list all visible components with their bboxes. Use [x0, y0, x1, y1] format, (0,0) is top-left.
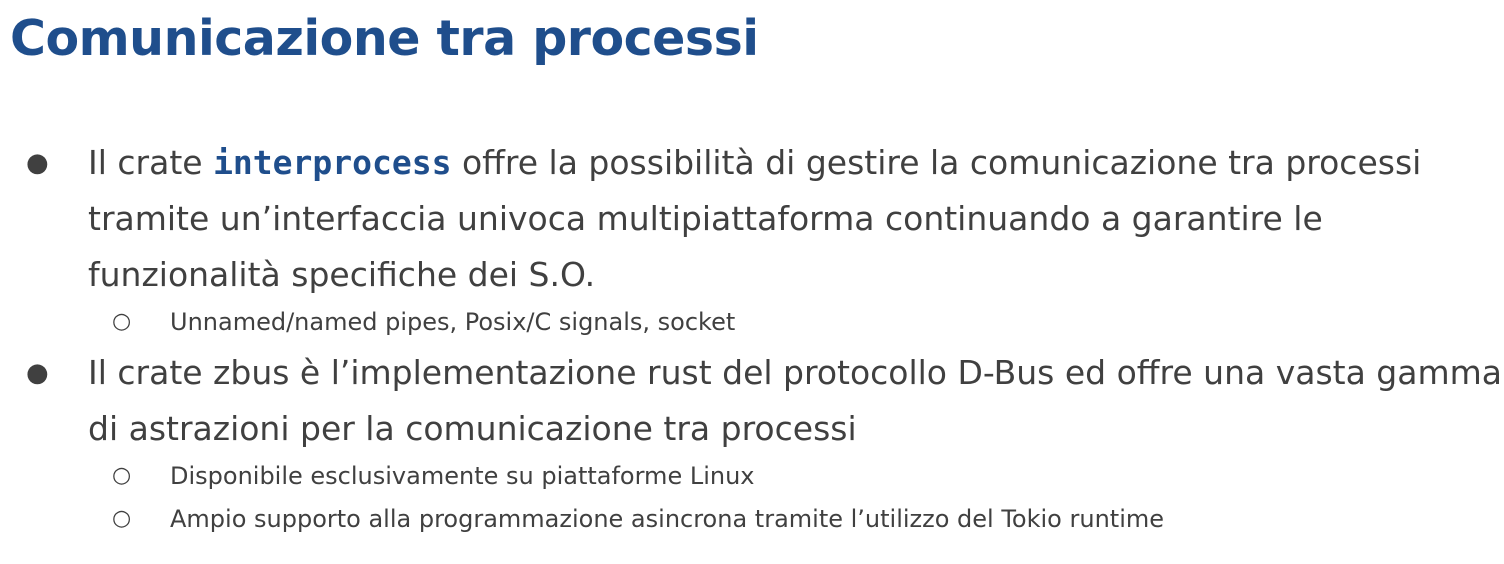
text-run: offre la possibilità di gestire la comunicazione tra processi: [451, 143, 1422, 182]
bullet-line: funzionalità specifiche dei S.O.: [88, 255, 596, 294]
bullet-dot-icon: ●: [26, 358, 49, 388]
bullet-item-interprocess: [26, 135, 1488, 303]
subitem-text: Unnamed/named pipes, Posix/C signals, socket: [170, 308, 736, 336]
bullet-line: Il crate zbus è l’implementazione rust del protocollo D-Bus ed offre una vasta gamma: [88, 353, 1502, 392]
circle-bullet-icon: ○: [112, 463, 132, 488]
subitem-ipc-mechanisms: [112, 302, 736, 342]
circle-bullet-icon: ○: [112, 309, 132, 334]
subitem-linux-only: [112, 456, 755, 496]
bullet-item-zbus: [26, 345, 1502, 457]
subitem-text: Ampio supporto alla programmazione asincrona tramite l’utilizzo del Tokio runtime: [170, 505, 1165, 533]
crate-name-code: interprocess: [213, 143, 452, 182]
slide-title: Comunicazione tra processi: [10, 10, 759, 67]
bullet-dot-icon: ●: [26, 148, 49, 178]
subitem-text: Disponibile esclusivamente su piattaforme Linux: [170, 462, 755, 490]
circle-bullet-icon: ○: [112, 506, 132, 531]
subitem-async-tokio: [112, 499, 1165, 539]
bullet-line: di astrazioni per la comunicazione tra processi: [88, 409, 857, 448]
text-run: Il crate: [88, 143, 214, 182]
bullet-line: tramite un’interfaccia univoca multipiattaforma continuando a garantire le: [88, 199, 1323, 238]
bullet-line: [88, 135, 1488, 191]
